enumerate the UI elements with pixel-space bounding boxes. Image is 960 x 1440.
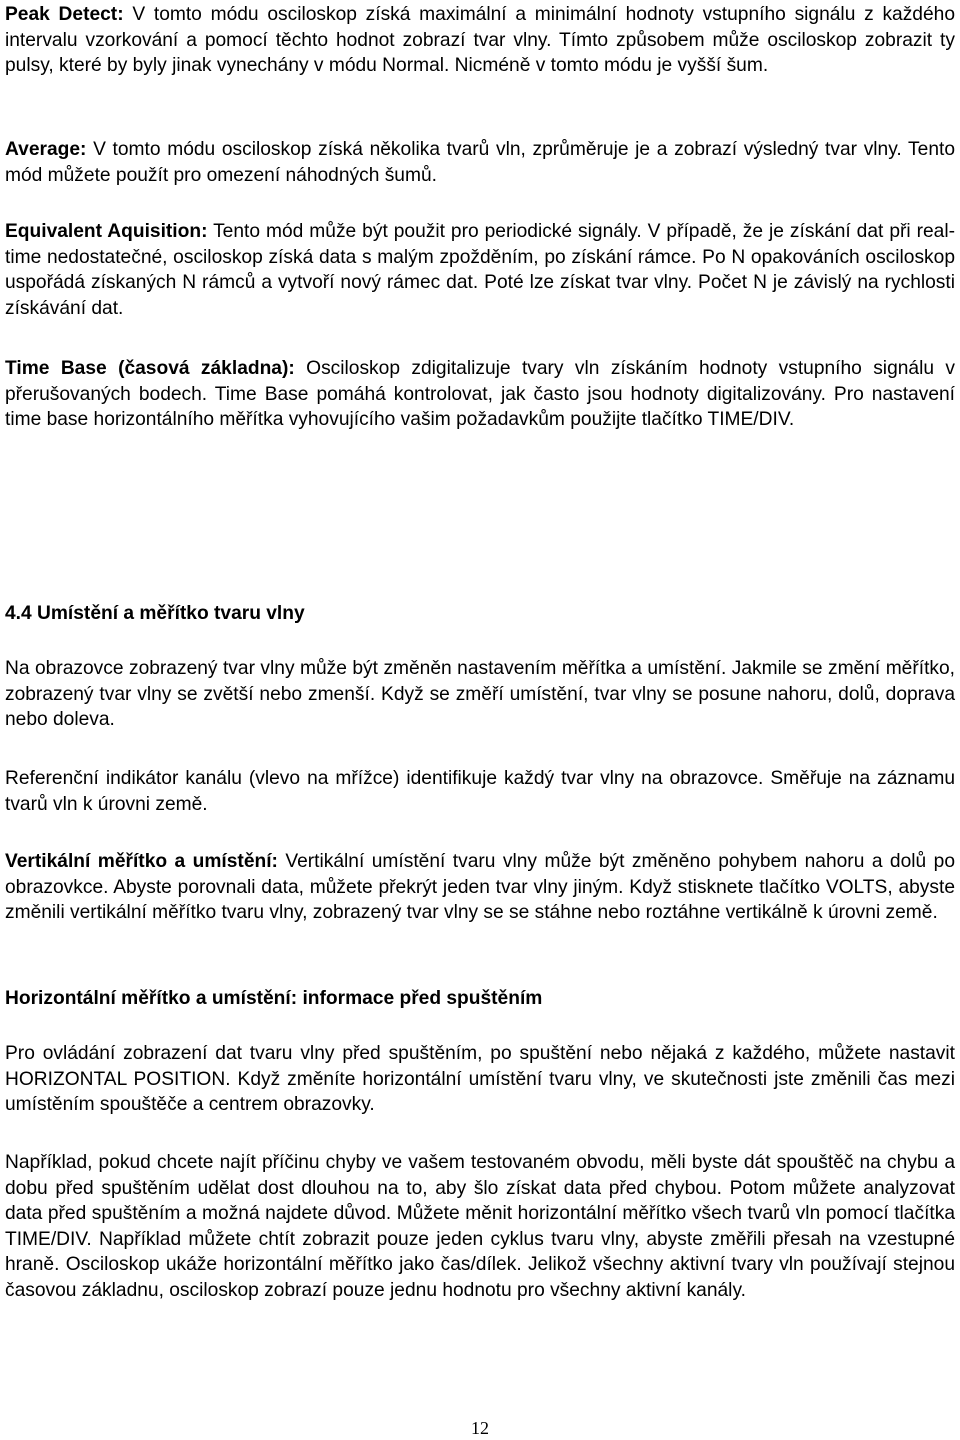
paragraph-scale-position: Na obrazovce zobrazený tvar vlny může být změněn nastavením měřítka a umístění. Jakmile se změní měřítko, zobrazený tvar vlny se zvětší nebo zmenší. Když se změří umístění, tvar vlny se posune nahoru, dolů, doprava nebo doleva. <box>5 658 955 731</box>
term-average: Average: <box>5 139 87 160</box>
paragraph-peak-detect <box>5 2 955 79</box>
term-peak-detect: Peak Detect: <box>5 4 124 25</box>
paragraph-vertical-scale <box>5 849 955 926</box>
paragraph-equivalent-aquisition <box>5 219 955 321</box>
text-vertical-scale: Vertikální umístění tvaru vlny může být změněno pohybem nahoru a dolů po obrazovkce. Abyste porovnali data, můžete překrýt jeden tvar vlny jiným. Když stisknete tlačítko VOLTS, abyste změnili vertikální měřítko tvaru vlny, zobrazený tvar vlny se se stáhne nebo roztáhne vertikálně k úrovni země. <box>5 851 955 924</box>
section-heading: 4.4 Umístění a měřítko tvaru vlny <box>5 603 305 624</box>
paragraph-example: Například, pokud chcete najít příčinu chyby ve vašem testovaném obvodu, měli byste dát spouštěč na chybu a dobu před spuštěním udělat dost dlouhou na to, aby šlo získat data před chybou. Potom můžete analyzovat data před spuštěním a možná najdete důvod. Můžete měnit horizontální měřítko všech tvarů vln pomocí tlačítka TIME/DIV. Například můžete chtít zobrazit pouze jeden cyklus tvaru vlny, abyste změřili přesah na vzestupné hraně. Osciloskop ukáže horizontální měřítko jako čas/dílek. Jelikož všechny aktivní tvary vln používají stejnou časovou základnu, osciloskop zobrazí pouze jednu hodnotu pro všechny aktivní kanály. <box>5 1152 955 1301</box>
paragraph-horizontal-position: Pro ovládání zobrazení dat tvaru vlny před spuštěním, po spuštění nebo nějaká z každého, můžete nastavit HORIZONTAL POSITION. Když změníte horizontální umístění tvaru vlny, ve skutečnosti jste změnili čas mezi umístěním spouštěče a centrem obrazovky. <box>5 1043 955 1116</box>
paragraph-reference-indicator: Referenční indikátor kanálu (vlevo na mřížce) identifikuje každý tvar vlny na obrazovce. Směřuje na záznamu tvarů vln k úrovni země. <box>5 768 955 815</box>
term-vertical-scale: Vertikální měřítko a umístění: <box>5 851 278 872</box>
text-peak-detect: V tomto módu osciloskop získá maximální a minimální hodnoty vstupního signálu z každého intervalu vzorkování a pomocí těchto hodnot zobrazí tvar vlny. Tímto způsobem může osciloskop zobrazit ty pulsy, které by byly jinak vynechány v módu Normal. Nicméně v tomto módu je vyšší šum. <box>5 4 955 77</box>
horizontal-heading: Horizontální měřítko a umístění: informace před spuštěním <box>5 988 543 1009</box>
text-equivalent-aquisition: Tento mód může být použit pro periodické signály. V případě, že je získání dat při real-time nedostatečné, osciloskop získá data s malým zpožděním, po získání rámce. Po N opakováních osciloskop uspořádá získaných N rámců a vytvoří nový rámec dat. Poté lze získat tvar vlny. Počet N je závislý na rychlosti získávání dat. <box>5 221 955 319</box>
text-average: V tomto módu osciloskop získá několika tvarů vln, zprůměruje je a zobrazí výsledný tvar vlny. Tento mód můžete použít pro omezení náhodných šumů. <box>5 139 955 186</box>
paragraph-time-base <box>5 356 955 433</box>
term-equivalent-aquisition: Equivalent Aquisition: <box>5 221 208 242</box>
page-number: 12 <box>471 1418 489 1438</box>
text-time-base: Osciloskop zdigitalizuje tvary vln získáním hodnoty vstupního signálu v přerušovaných bodech. Time Base pomáhá kontrolovat, jak často jsou hodnoty digitalizovány. Pro nastavení time base horizontálního měřítka vyhovujícího vašim požadavkům použijte tlačítko TIME/DIV. <box>5 358 955 431</box>
term-time-base: Time Base (časová základna): <box>5 358 295 379</box>
paragraph-average <box>5 137 955 188</box>
